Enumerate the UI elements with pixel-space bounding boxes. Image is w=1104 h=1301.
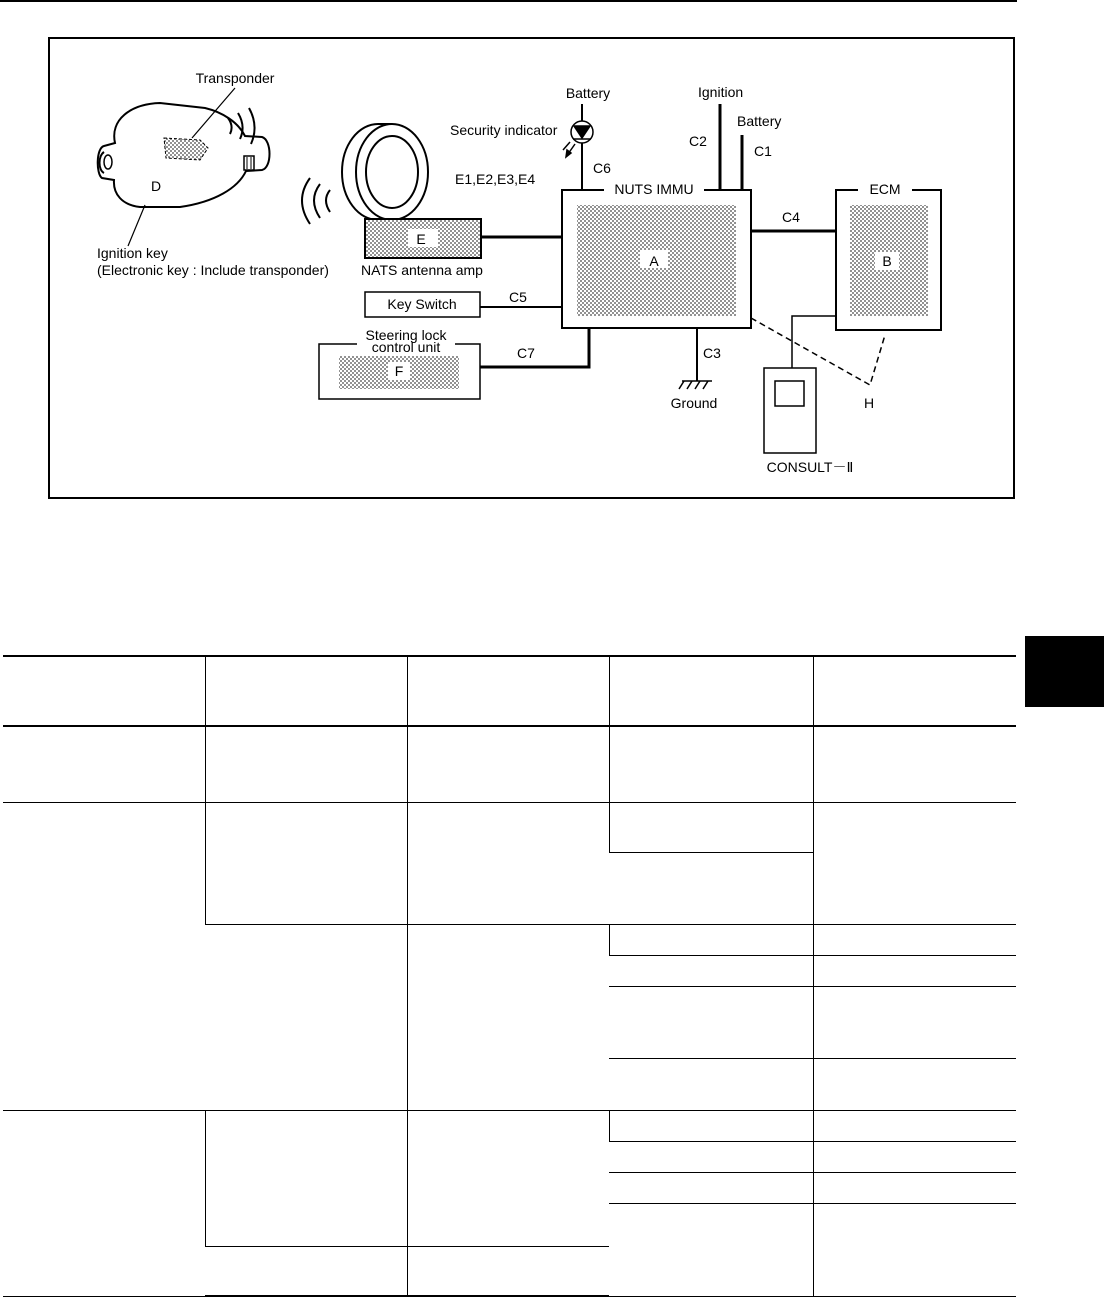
table-cell bbox=[205, 1110, 407, 1246]
security-indicator-icon bbox=[563, 121, 593, 157]
label-c6: C6 bbox=[593, 160, 611, 176]
table-cell bbox=[609, 1141, 813, 1172]
consult-screen bbox=[775, 381, 804, 406]
label-c2: C2 bbox=[689, 133, 707, 149]
table-cell bbox=[609, 1203, 813, 1296]
table-cell bbox=[609, 656, 813, 726]
table-cell bbox=[813, 1110, 1016, 1141]
table-cell bbox=[813, 1058, 1016, 1110]
nats-system-diagram bbox=[0, 0, 1104, 520]
label-ignition-key: Ignition key bbox=[97, 245, 168, 261]
label-immu-letter: A bbox=[649, 253, 659, 269]
table-cell bbox=[813, 726, 1016, 802]
label-ignition: Ignition bbox=[698, 84, 744, 100]
label-nuts-immu: NUTS IMMU bbox=[614, 181, 694, 197]
table-cell bbox=[407, 802, 609, 924]
antenna-coil-icon bbox=[342, 124, 428, 220]
label-transponder: Transponder bbox=[195, 70, 275, 86]
table-cell bbox=[609, 1172, 813, 1203]
table-cell bbox=[3, 656, 205, 726]
table-cell bbox=[407, 1246, 609, 1296]
label-e-lines: E1,E2,E3,E4 bbox=[455, 171, 536, 187]
table-cell bbox=[813, 986, 1016, 1058]
table-row bbox=[3, 1110, 1016, 1141]
label-key-switch: Key Switch bbox=[387, 296, 457, 312]
table-cell bbox=[205, 726, 407, 802]
label-c5: C5 bbox=[509, 289, 527, 305]
table-cell bbox=[609, 924, 813, 955]
label-nats-antenna-amp: NATS antenna amp bbox=[361, 262, 483, 278]
label-c3: C3 bbox=[703, 345, 721, 361]
label-steering-control: control unit bbox=[371, 339, 441, 355]
label-security-indicator: Security indicator bbox=[450, 122, 558, 138]
wire-consult bbox=[792, 316, 836, 368]
table-cell bbox=[609, 986, 813, 1058]
table-cell bbox=[3, 1110, 205, 1296]
label-battery-right: Battery bbox=[737, 113, 782, 129]
table-cell bbox=[407, 726, 609, 802]
table-header-row bbox=[3, 656, 1016, 726]
ignition-key-icon bbox=[98, 103, 270, 207]
label-steering-letter: F bbox=[394, 363, 404, 379]
table-cell bbox=[813, 955, 1016, 986]
label-antenna-letter: E bbox=[416, 231, 426, 247]
table-cell bbox=[813, 1141, 1016, 1172]
table-cell bbox=[407, 1110, 609, 1246]
label-ground: Ground bbox=[670, 395, 718, 411]
table-cell bbox=[3, 726, 205, 802]
antenna-wave-icon bbox=[302, 178, 330, 224]
table-cell bbox=[609, 726, 813, 802]
label-steering-lock: Steering lock bbox=[365, 327, 447, 343]
label-h: H bbox=[864, 395, 875, 411]
label-c1: C1 bbox=[754, 143, 772, 159]
label-c4: C4 bbox=[782, 209, 800, 225]
table-cell bbox=[813, 1203, 1016, 1296]
table-cell bbox=[205, 924, 407, 1110]
table-cell bbox=[3, 802, 205, 1110]
table-cell bbox=[205, 1246, 407, 1296]
table-cell bbox=[609, 802, 813, 852]
section-tab bbox=[1025, 636, 1104, 707]
label-consult: CONSULT－Ⅱ bbox=[766, 459, 854, 475]
table-cell bbox=[813, 656, 1016, 726]
label-ecm-letter: B bbox=[882, 253, 892, 269]
table-cell bbox=[205, 656, 407, 726]
label-key-letter: D bbox=[150, 178, 162, 194]
table-cell bbox=[813, 924, 1016, 955]
label-c7: C7 bbox=[517, 345, 535, 361]
table-cell bbox=[205, 802, 407, 924]
table-cell bbox=[609, 1110, 813, 1141]
ignition-key-leader bbox=[128, 205, 145, 246]
table-row bbox=[3, 802, 1016, 852]
table-cell bbox=[813, 802, 1016, 924]
table-cell bbox=[407, 924, 609, 1110]
table-row bbox=[3, 726, 1016, 802]
ground-icon bbox=[679, 381, 712, 389]
label-ignition-key-sub: (Electronic key : Include transponder) bbox=[97, 262, 329, 278]
blank-table bbox=[3, 655, 1016, 1297]
label-ecm: ECM bbox=[869, 181, 901, 197]
label-battery-top: Battery bbox=[565, 85, 611, 101]
table-cell bbox=[407, 656, 609, 726]
table-cell bbox=[609, 955, 813, 986]
table-cell bbox=[813, 1172, 1016, 1203]
table-cell bbox=[609, 1058, 813, 1110]
table-cell bbox=[609, 852, 813, 924]
